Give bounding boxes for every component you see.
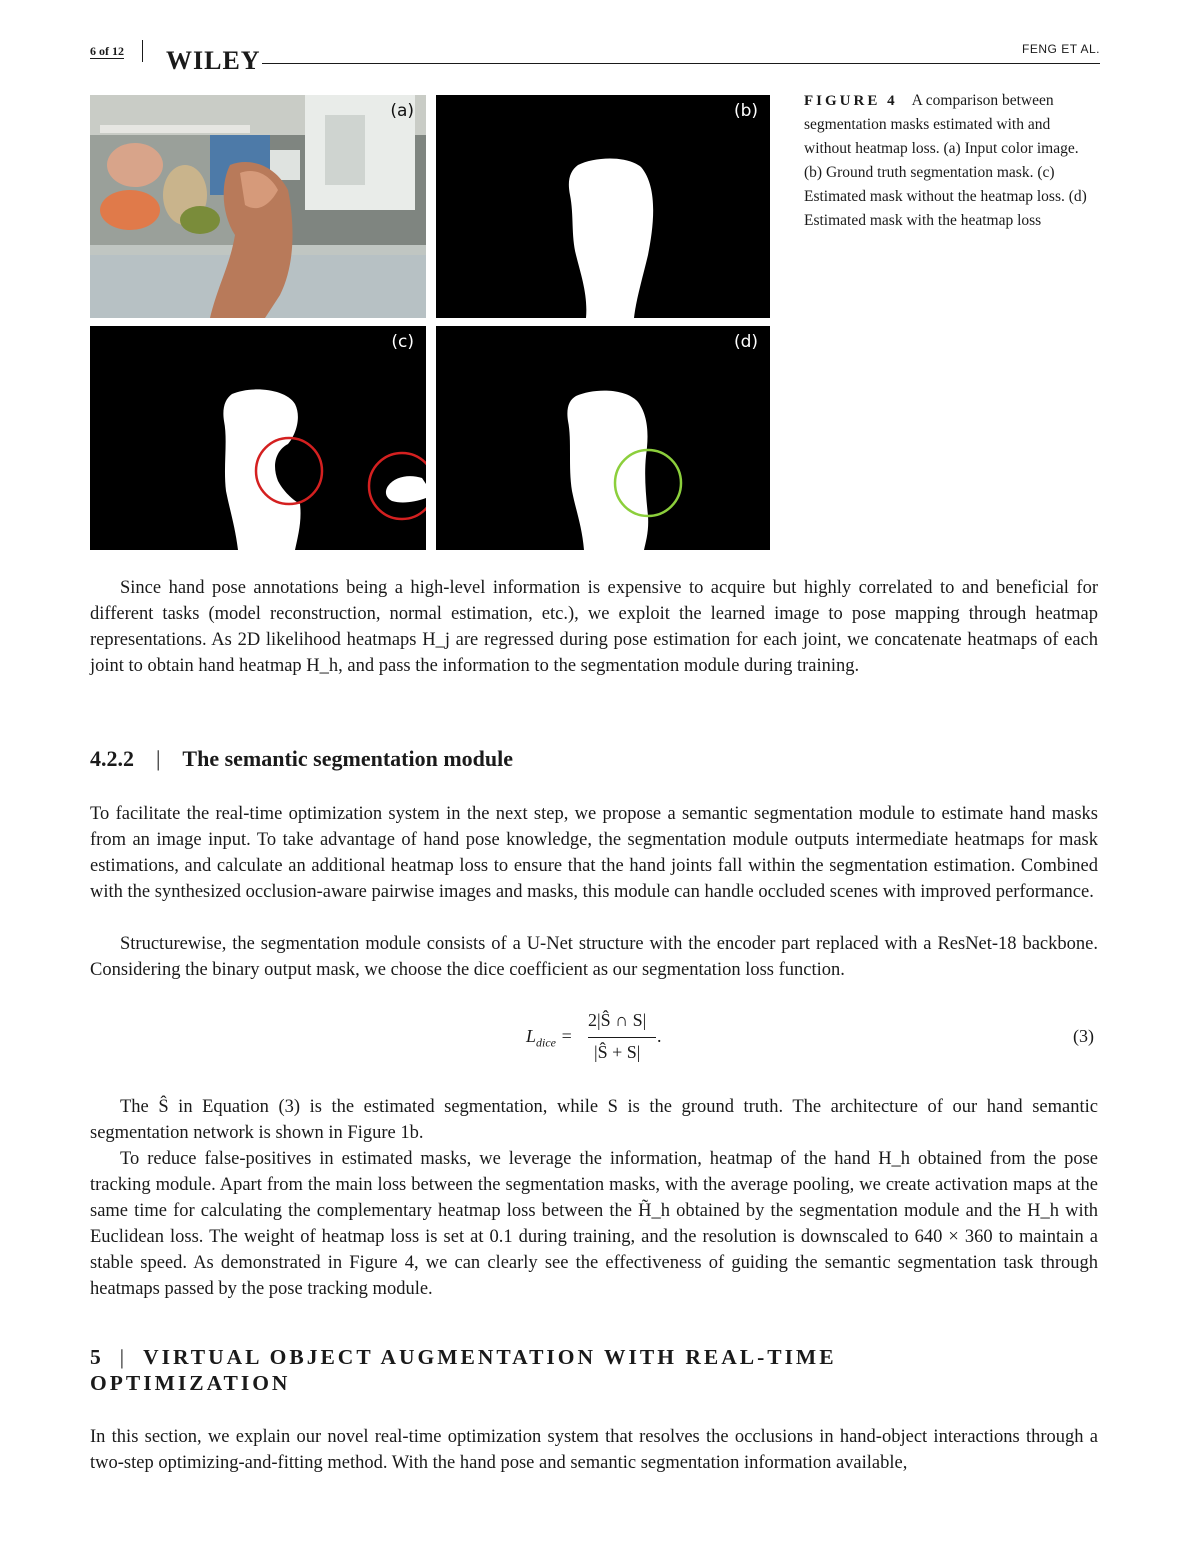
page-number: 6 of 12 xyxy=(90,44,124,58)
section-title: VIRTUAL OBJECT AUGMENTATION WITH REAL-TIME OPTIMIZATION xyxy=(90,1345,837,1395)
panel-d-mask-with-heatmap-loss xyxy=(436,326,770,550)
caption-text: A comparison between segmentation masks estimated with and without heatmap loss. (a) Input color image. (b) Ground truth segmentation mask. (c) Estimated mask without the heatmap loss. (d) Estimated mask with the heatmap loss xyxy=(804,92,1087,229)
equation-period: . xyxy=(657,1026,662,1046)
page-header xyxy=(90,38,1100,74)
paragraph: The Ŝ in Equation (3) is the estimated segmentation, while S is the ground truth. The architecture of our hand semantic segmentation network is shown in Figure 1b. xyxy=(90,1097,1098,1143)
header-rule xyxy=(262,63,1100,64)
equation-number: (3) xyxy=(1073,1026,1094,1046)
panel-b-ground-truth-mask xyxy=(436,95,770,318)
paragraph: Since hand pose annotations being a high-level information is expensive to acquire but highly correlated to and beneficial for different tasks (model reconstruction, normal estimation, etc.), we exploit the learned image to pose mapping through heatmap representations. As 2D likelihood heatmaps H_j are regressed during pose estimation for each joint, we concatenate heatmaps of each joint to obtain hand heatmap H_h, and pass the information to the segmentation module during training. xyxy=(90,578,1098,676)
equation-lhs: $L_{dice}$ = xyxy=(526,1026,573,1050)
estimated-mask-illustration xyxy=(90,326,426,550)
heading-separator: | xyxy=(119,1345,128,1369)
input-image-illustration xyxy=(90,95,426,318)
running-authors: FENG ET AL. xyxy=(1022,42,1100,56)
panel-c-mask-without-heatmap-loss xyxy=(90,326,426,550)
panel-label: (b) xyxy=(733,101,758,121)
publisher-logo: WILEY xyxy=(166,46,261,75)
figure-4 xyxy=(90,95,770,550)
panel-label: (a) xyxy=(390,101,414,121)
paragraph: To facilitate the real-time optimization system in the next step, we propose a semantic segmentation module to estimate hand masks from an image input. To take advantage of hand pose knowledge, the segmentation module outputs intermediate heatmaps for mask estimations, and calculate an additional heatmap loss to ensure that the hand joints fall within the segmentation estimation. Combined with the synthesized occlusion-aware pairwise images and masks, this module can handle occluded scenes with improved performance. xyxy=(90,804,1098,902)
panel-label: (c) xyxy=(391,332,414,352)
figure-caption xyxy=(804,89,1100,233)
header-divider xyxy=(142,40,143,62)
section-heading-4-2-2 xyxy=(90,746,513,772)
section-number: 5 xyxy=(90,1345,104,1369)
panel-a-input-image xyxy=(90,95,426,318)
section-number: 4.2.2 xyxy=(90,746,134,771)
paragraph: In this section, we explain our novel real-time optimization system that resolves the occlusions in hand-object interactions through a two-step optimizing-and-fitting method. With the hand pose and semantic segmentation information available, xyxy=(90,1427,1098,1473)
section-heading-5 xyxy=(90,1344,990,1396)
panel-label: (d) xyxy=(733,332,758,352)
paragraph: To reduce false-positives in estimated masks, we leverage the information, heatmap of the hand H_h obtained from the pose tracking module. Apart from the main loss between the segmentation masks, with the average pooling, we create activation maps at the same time for calculating the complementary heatmap loss between the H̃_h obtained by the segmentation module and the H_h with Euclidean loss. The weight of heatmap loss is set at 0.1 during training, and the resolution is downscaled to 640 × 360 to maintain a stable speed. As demonstrated in Figure 4, we can clearly see the effectiveness of guiding the semantic segmentation task through heatmaps passed by the pose tracking module. xyxy=(90,1149,1098,1299)
fraction-bar xyxy=(588,1037,656,1038)
estimated-mask-illustration xyxy=(436,326,770,550)
equation-3 xyxy=(520,1010,680,1066)
equation-denominator: |Ŝ + S| xyxy=(594,1042,641,1062)
equation-numerator: 2|Ŝ ∩ S| xyxy=(588,1010,647,1030)
paragraph: Structurewise, the segmentation module consists of a U-Net structure with the encoder part replaced with a ResNet-18 backbone. Considering the binary output mask, we choose the dice coefficient as our segmentation loss function. xyxy=(90,934,1098,980)
hand-mask-shape xyxy=(436,95,770,318)
heading-separator: | xyxy=(156,746,161,771)
section-title: The semantic segmentation module xyxy=(182,746,513,771)
figure-label: FIGURE 4 xyxy=(804,93,898,109)
